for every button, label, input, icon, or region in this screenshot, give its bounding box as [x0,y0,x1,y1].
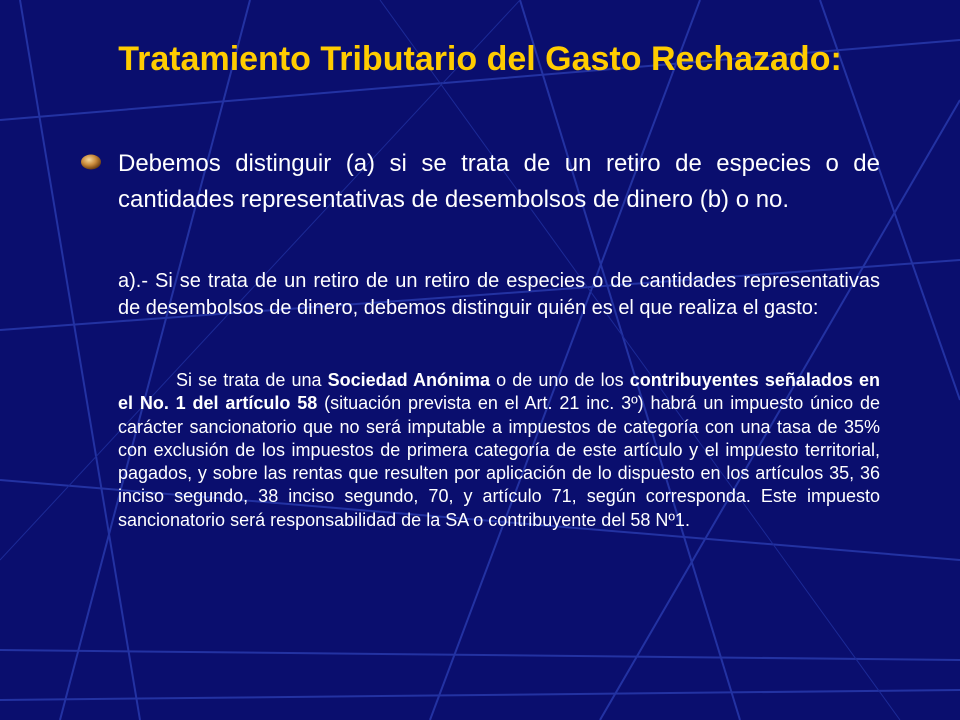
slide-title: Tratamiento Tributario del Gasto Rechazado: [118,40,842,78]
detail-text-3: (situación prevista en el Art. 21 inc. 3º) habrá un impuesto único de carácter sancionatorio que no será imputable a impuestos de categoría con una tasa de 35% con exclusión de los impuestos de primera categoría de este artículo y el impuesto territorial, pagados, y sobre las rentas que resulten por aplicación de lo dispuesto en los artículos 35, 36 inciso segundo, 38 inciso segundo, 70, y artículo 71, según corresponda. Este impuesto sancionatorio será responsabilidad de la SA o contribuyente del 58 Nº1. [118,393,880,530]
paragraph-a: a).- Si se trata de un retiro de un retiro de especies o de cantidades representativas de desembolsos de dinero, debemos distinguir quién es el que realiza el gasto: [118,270,880,319]
detail-bold-contribuyentes: contribuyentes señalados en el No. 1 del artículo 58 [118,370,880,414]
sphere-bullet-icon [80,152,102,170]
detail-paragraph [118,369,880,532]
detail-text-2: o de uno de los [490,370,630,390]
detail-text-1: Si se trata de una [176,370,328,390]
bullet-point-text: Debemos distinguir (a) si se trata de un retiro de especies o de cantidades representativas de desembolsos de dinero (b) o no. [118,150,880,214]
detail-bold-sa: Sociedad Anónima [327,370,491,390]
